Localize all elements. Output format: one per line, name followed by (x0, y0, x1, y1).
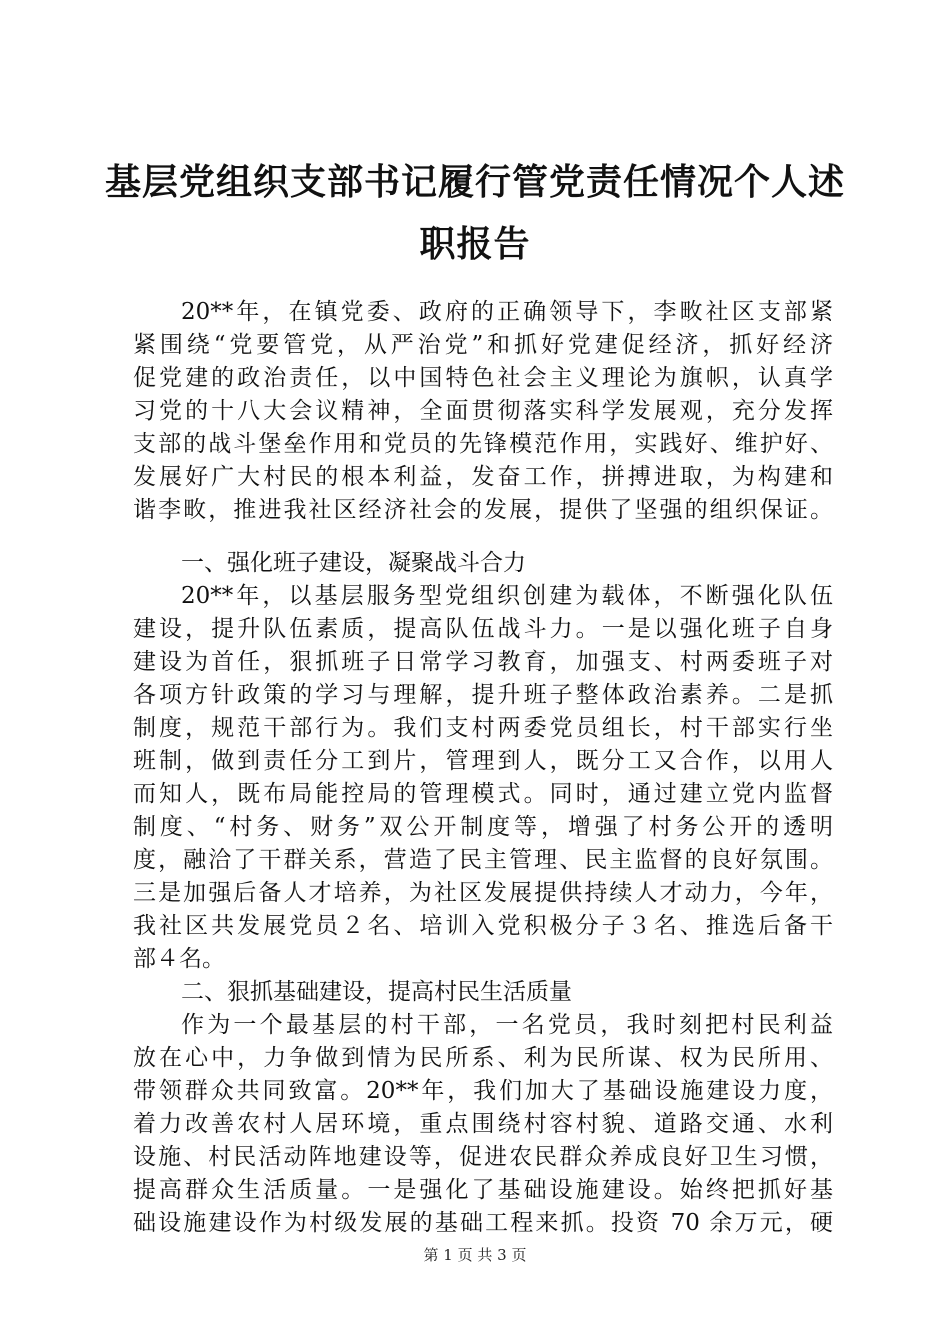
section-heading-2: 二、狠抓基础建设，提高村民生活质量 (181, 979, 572, 1005)
paragraph-3-line: 础设施建设作为村级发展的基础工程来抓。投资 70 余万元，硬 (133, 1210, 833, 1236)
paragraph-3-line: 设施、村民活动阵地建设等，促进农民群众养成良好卫生习惯， (133, 1144, 833, 1170)
document-title-line-1: 基层党组织支部书记履行管党责任情况个人述 (104, 161, 845, 203)
paragraph-2-line: 建设，提升队伍素质，提高队伍战斗力。一是以强化班子自身 (133, 616, 833, 642)
page-footer: 第 1 页 共 3 页 (423, 1246, 527, 1264)
paragraph-1-line: 习党的十八大会议精神，全面贯彻落实科学发展观，充分发挥 (133, 398, 833, 424)
paragraph-1-line: 促党建的政治责任，以中国特色社会主义理论为旗帜，认真学 (133, 365, 833, 391)
section-heading-1: 一、强化班子建设，凝聚战斗合力 (181, 550, 526, 576)
paragraph-2-line: 建设为首任，狠抓班子日常学习教育，加强支、村两委班子对 (133, 649, 833, 675)
paragraph-2-line: 20**年，以基层服务型党组织创建为载体，不断强化队伍 (181, 583, 833, 609)
paragraph-3-line: 提高群众生活质量。一是强化了基础设施建设。始终把抓好基 (133, 1177, 833, 1203)
document-title-line-2: 职报告 (419, 223, 531, 265)
paragraph-2-line: 三是加强后备人才培养，为社区发展提供持续人才动力，今年， (133, 880, 833, 906)
paragraph-2-line: 各项方针政策的学习与理解，提升班子整体政治素养。二是抓 (133, 682, 833, 708)
paragraph-2-line: 制度，规范干部行为。我们支村两委党员组长，村干部实行坐 (133, 715, 833, 741)
paragraph-3-line: 放在心中，力争做到情为民所系、利为民所谋、权为民所用、 (133, 1045, 833, 1071)
paragraph-1-line: 20**年，在镇党委、政府的正确领导下，李畋社区支部紧 (181, 299, 833, 325)
paragraph-gap (133, 527, 833, 547)
paragraph-2-line: 部４名。 (133, 946, 225, 972)
paragraph-1-line: 发展好广大村民的根本利益，发奋工作，拼搏进取，为构建和 (133, 464, 833, 490)
paragraph-3-line: 作为一个最基层的村干部，一名党员，我时刻把村民利益 (181, 1012, 833, 1038)
paragraph-1-line: 紧围绕“党要管党，从严治党”和抓好党建促经济，抓好经济 (133, 332, 833, 358)
paragraph-3-line: 着力改善农村人居环境，重点围绕村容村貌、道路交通、水利 (133, 1111, 833, 1137)
document-body (133, 296, 833, 1240)
paragraph-1-line: 谐李畋，推进我社区经济社会的发展，提供了坚强的组织保证。 (133, 497, 833, 523)
paragraph-1-line: 支部的战斗堡垒作用和党员的先锋模范作用，实践好、维护好、 (133, 431, 833, 457)
paragraph-2-line: 而知人，既布局能控局的管理模式。同时，通过建立党内监督 (133, 781, 833, 807)
paragraph-2-line: 我社区共发展党员２名、培训入党积极分子３名、推选后备干 (133, 913, 833, 939)
paragraph-2-line: 班制，做到责任分工到片，管理到人，既分工又合作，以用人 (133, 748, 833, 774)
paragraph-3-line: 带领群众共同致富。20**年，我们加大了基础设施建设力度， (133, 1078, 833, 1104)
paragraph-2-line: 制度、“村务、财务”双公开制度等，增强了村务公开的透明 (133, 814, 833, 840)
paragraph-2-line: 度，融洽了干群关系，营造了民主管理、民主监督的良好氛围。 (133, 847, 833, 873)
